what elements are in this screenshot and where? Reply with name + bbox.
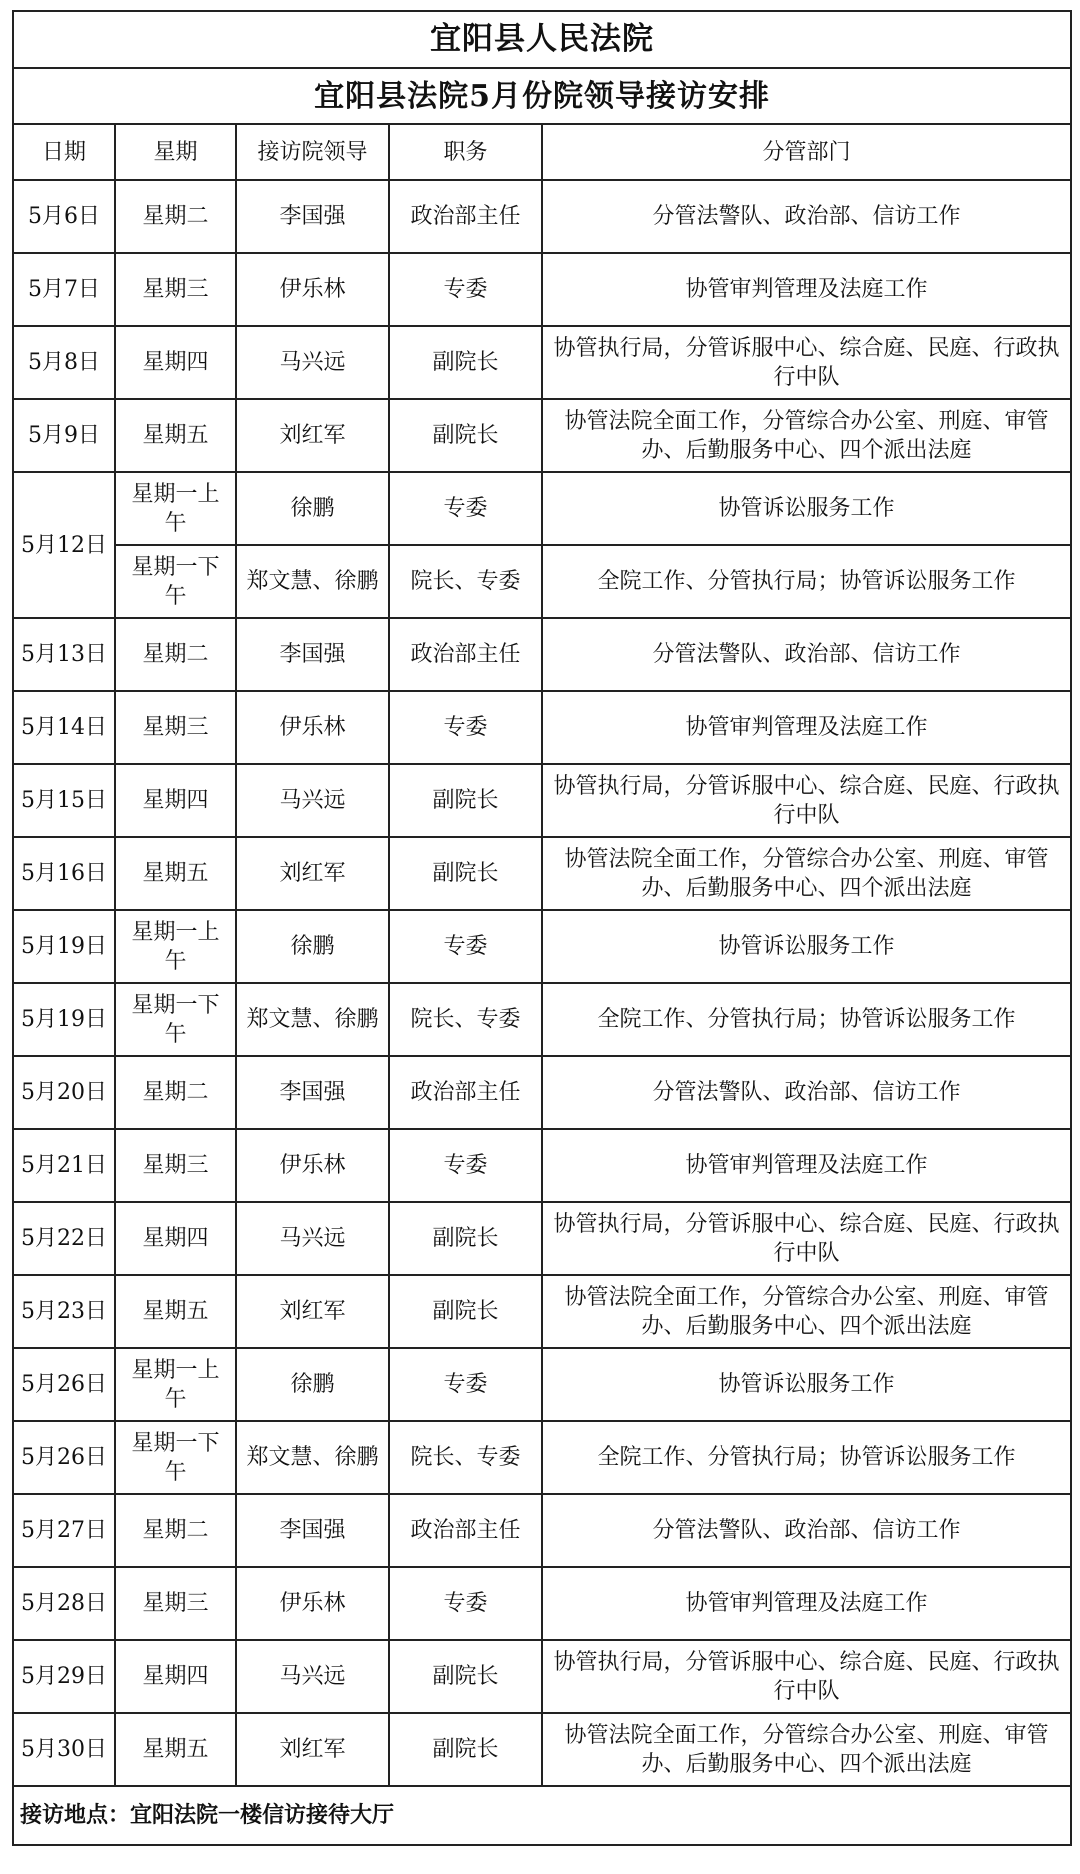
weekday-cell: 星期一下午 xyxy=(115,1421,236,1494)
duties-cell: 协管执行局，分管诉服中心、综合庭、民庭、行政执行中队 xyxy=(542,1202,1071,1275)
table-row xyxy=(13,1056,1071,1129)
duties-cell: 协管法院全面工作，分管综合办公室、刑庭、审管办、后勤服务中心、四个派出法庭 xyxy=(542,837,1071,910)
position-cell: 专委 xyxy=(389,1567,542,1640)
position-cell: 副院长 xyxy=(389,1275,542,1348)
position-cell: 政治部主任 xyxy=(389,1056,542,1129)
date-cell: 5月22日 xyxy=(13,1202,115,1275)
weekday-cell: 星期五 xyxy=(115,837,236,910)
weekday-cell: 星期四 xyxy=(115,764,236,837)
duties-cell: 全院工作、分管执行局；协管诉讼服务工作 xyxy=(542,1421,1071,1494)
header-duties: 分管部门 xyxy=(542,124,1071,180)
duties-cell: 协管法院全面工作，分管综合办公室、刑庭、审管办、后勤服务中心、四个派出法庭 xyxy=(542,1275,1071,1348)
position-cell: 专委 xyxy=(389,910,542,983)
table-row xyxy=(13,837,1071,910)
weekday-cell: 星期四 xyxy=(115,1640,236,1713)
date-cell: 5月26日 xyxy=(13,1421,115,1494)
position-cell: 专委 xyxy=(389,472,542,545)
date-cell: 5月15日 xyxy=(13,764,115,837)
table-row xyxy=(13,1348,1071,1421)
weekday-cell: 星期三 xyxy=(115,691,236,764)
position-cell: 专委 xyxy=(389,253,542,326)
weekday-cell: 星期一上午 xyxy=(115,472,236,545)
document-title: 宜阳县人民法院 xyxy=(13,11,1071,68)
leader-cell: 马兴远 xyxy=(236,326,389,399)
leader-cell: 马兴远 xyxy=(236,1640,389,1713)
document-subtitle: 宜阳县法院5月份院领导接访安排 xyxy=(13,68,1071,124)
leader-cell: 郑文慧、徐鹏 xyxy=(236,545,389,618)
leader-cell: 刘红军 xyxy=(236,837,389,910)
date-cell: 5月12日 xyxy=(13,472,115,618)
position-cell: 政治部主任 xyxy=(389,180,542,253)
leader-cell: 马兴远 xyxy=(236,764,389,837)
title-row xyxy=(13,11,1071,68)
position-cell: 专委 xyxy=(389,691,542,764)
position-cell: 专委 xyxy=(389,1348,542,1421)
leader-cell: 马兴远 xyxy=(236,1202,389,1275)
duties-cell: 协管法院全面工作，分管综合办公室、刑庭、审管办、后勤服务中心、四个派出法庭 xyxy=(542,399,1071,472)
date-cell: 5月13日 xyxy=(13,618,115,691)
table-row xyxy=(13,1421,1071,1494)
table-row xyxy=(13,1275,1071,1348)
duties-cell: 全院工作、分管执行局；协管诉讼服务工作 xyxy=(542,983,1071,1056)
visit-location-note: 接访地点：宜阳法院一楼信访接待大厅 xyxy=(13,1786,1071,1845)
leader-cell: 伊乐林 xyxy=(236,1567,389,1640)
weekday-cell: 星期五 xyxy=(115,1275,236,1348)
table-row xyxy=(13,399,1071,472)
leader-cell: 郑文慧、徐鹏 xyxy=(236,983,389,1056)
weekday-cell: 星期一下午 xyxy=(115,545,236,618)
leader-cell: 刘红军 xyxy=(236,1275,389,1348)
leader-cell: 李国强 xyxy=(236,1494,389,1567)
weekday-cell: 星期一上午 xyxy=(115,910,236,983)
leader-cell: 李国强 xyxy=(236,1056,389,1129)
duties-cell: 协管诉讼服务工作 xyxy=(542,1348,1071,1421)
date-cell: 5月8日 xyxy=(13,326,115,399)
table-row xyxy=(13,764,1071,837)
duties-cell: 协管执行局，分管诉服中心、综合庭、民庭、行政执行中队 xyxy=(542,764,1071,837)
date-cell: 5月23日 xyxy=(13,1275,115,1348)
date-cell: 5月30日 xyxy=(13,1713,115,1786)
position-cell: 副院长 xyxy=(389,326,542,399)
footer-row xyxy=(13,1786,1071,1845)
table-row xyxy=(13,1129,1071,1202)
header-date: 日期 xyxy=(13,124,115,180)
date-cell: 5月6日 xyxy=(13,180,115,253)
date-cell: 5月27日 xyxy=(13,1494,115,1567)
weekday-cell: 星期三 xyxy=(115,1567,236,1640)
weekday-cell: 星期一下午 xyxy=(115,983,236,1056)
subtitle-row xyxy=(13,68,1071,124)
duties-cell: 分管法警队、政治部、信访工作 xyxy=(542,1494,1071,1567)
date-cell: 5月29日 xyxy=(13,1640,115,1713)
leader-cell: 刘红军 xyxy=(236,1713,389,1786)
table-row xyxy=(13,1713,1071,1786)
position-cell: 副院长 xyxy=(389,837,542,910)
duties-cell: 全院工作、分管执行局；协管诉讼服务工作 xyxy=(542,545,1071,618)
weekday-cell: 星期一上午 xyxy=(115,1348,236,1421)
date-cell: 5月21日 xyxy=(13,1129,115,1202)
duties-cell: 协管法院全面工作，分管综合办公室、刑庭、审管办、后勤服务中心、四个派出法庭 xyxy=(542,1713,1071,1786)
weekday-cell: 星期四 xyxy=(115,1202,236,1275)
date-cell: 5月19日 xyxy=(13,910,115,983)
duties-cell: 分管法警队、政治部、信访工作 xyxy=(542,1056,1071,1129)
table-row xyxy=(13,1640,1071,1713)
leader-cell: 徐鹏 xyxy=(236,1348,389,1421)
date-cell: 5月16日 xyxy=(13,837,115,910)
weekday-cell: 星期五 xyxy=(115,1713,236,1786)
leader-cell: 李国强 xyxy=(236,180,389,253)
header-weekday: 星期 xyxy=(115,124,236,180)
date-cell: 5月19日 xyxy=(13,983,115,1056)
position-cell: 政治部主任 xyxy=(389,1494,542,1567)
duties-cell: 协管诉讼服务工作 xyxy=(542,910,1071,983)
position-cell: 副院长 xyxy=(389,1202,542,1275)
duties-cell: 协管审判管理及法庭工作 xyxy=(542,253,1071,326)
table-row xyxy=(13,983,1071,1056)
table-row xyxy=(13,910,1071,983)
leader-cell: 刘红军 xyxy=(236,399,389,472)
table-row xyxy=(13,326,1071,399)
weekday-cell: 星期五 xyxy=(115,399,236,472)
position-cell: 院长、专委 xyxy=(389,983,542,1056)
leader-cell: 伊乐林 xyxy=(236,1129,389,1202)
schedule-table xyxy=(12,10,1072,1846)
weekday-cell: 星期三 xyxy=(115,253,236,326)
duties-cell: 协管执行局，分管诉服中心、综合庭、民庭、行政执行中队 xyxy=(542,326,1071,399)
leader-cell: 徐鹏 xyxy=(236,910,389,983)
leader-cell: 郑文慧、徐鹏 xyxy=(236,1421,389,1494)
date-cell: 5月9日 xyxy=(13,399,115,472)
table-row xyxy=(13,691,1071,764)
duties-cell: 协管诉讼服务工作 xyxy=(542,472,1071,545)
table-row xyxy=(13,1567,1071,1640)
weekday-cell: 星期二 xyxy=(115,1494,236,1567)
position-cell: 副院长 xyxy=(389,1640,542,1713)
leader-cell: 伊乐林 xyxy=(236,253,389,326)
table-row xyxy=(13,545,1071,618)
weekday-cell: 星期二 xyxy=(115,1056,236,1129)
table-row xyxy=(13,618,1071,691)
position-cell: 院长、专委 xyxy=(389,545,542,618)
date-cell: 5月20日 xyxy=(13,1056,115,1129)
duties-cell: 协管审判管理及法庭工作 xyxy=(542,691,1071,764)
table-row xyxy=(13,472,1071,545)
weekday-cell: 星期四 xyxy=(115,326,236,399)
header-leader: 接访院领导 xyxy=(236,124,389,180)
weekday-cell: 星期三 xyxy=(115,1129,236,1202)
table-row xyxy=(13,1494,1071,1567)
position-cell: 副院长 xyxy=(389,399,542,472)
header-position: 职务 xyxy=(389,124,542,180)
position-cell: 政治部主任 xyxy=(389,618,542,691)
date-cell: 5月28日 xyxy=(13,1567,115,1640)
position-cell: 副院长 xyxy=(389,1713,542,1786)
duties-cell: 分管法警队、政治部、信访工作 xyxy=(542,618,1071,691)
header-row xyxy=(13,124,1071,180)
table-row xyxy=(13,1202,1071,1275)
date-cell: 5月14日 xyxy=(13,691,115,764)
weekday-cell: 星期二 xyxy=(115,180,236,253)
leader-cell: 伊乐林 xyxy=(236,691,389,764)
table-row xyxy=(13,253,1071,326)
duties-cell: 协管执行局，分管诉服中心、综合庭、民庭、行政执行中队 xyxy=(542,1640,1071,1713)
date-cell: 5月7日 xyxy=(13,253,115,326)
date-cell: 5月26日 xyxy=(13,1348,115,1421)
position-cell: 副院长 xyxy=(389,764,542,837)
position-cell: 专委 xyxy=(389,1129,542,1202)
table-row xyxy=(13,180,1071,253)
leader-cell: 徐鹏 xyxy=(236,472,389,545)
duties-cell: 协管审判管理及法庭工作 xyxy=(542,1129,1071,1202)
leader-cell: 李国强 xyxy=(236,618,389,691)
weekday-cell: 星期二 xyxy=(115,618,236,691)
duties-cell: 协管审判管理及法庭工作 xyxy=(542,1567,1071,1640)
position-cell: 院长、专委 xyxy=(389,1421,542,1494)
duties-cell: 分管法警队、政治部、信访工作 xyxy=(542,180,1071,253)
